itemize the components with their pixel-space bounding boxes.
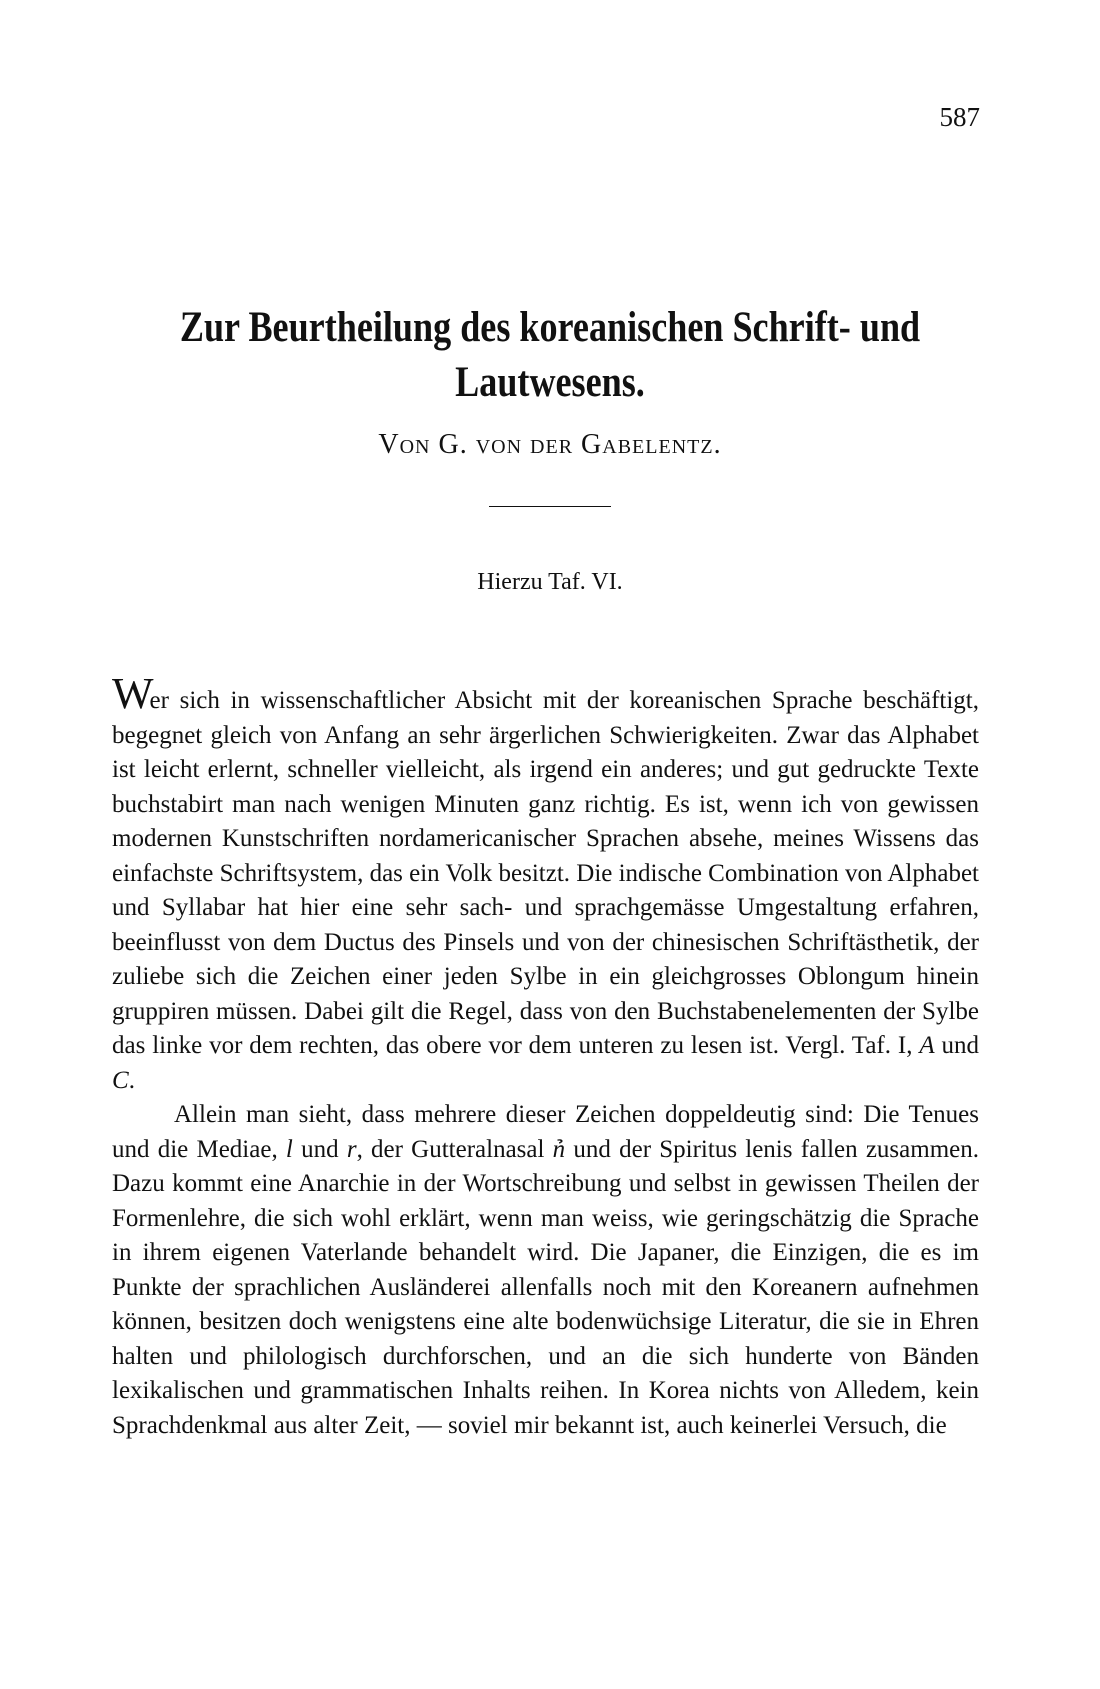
paragraph-1-conjunction: und xyxy=(934,1032,980,1059)
paragraph-2-part-2: , der Gutteralnasal xyxy=(356,1135,553,1163)
paragraph-2-conjunction: und xyxy=(292,1135,347,1163)
paragraph-1-end: . xyxy=(128,1066,135,1094)
drop-cap: W xyxy=(112,669,150,718)
letter-r: r xyxy=(346,1135,357,1163)
article-body xyxy=(112,669,980,1443)
article-title: Zur Beurtheilung des koreanischen Schrift- und Lautwesens. xyxy=(179,304,921,406)
article-author: Von G. von der Gabelentz. xyxy=(378,429,722,460)
plate-ref-c: C xyxy=(112,1066,129,1094)
section-divider xyxy=(489,506,611,507)
paragraph-2-part-1: Allein man sieht, dass mehrere dieser Zeichen doppeldeutig sind: Die Tenues und die Mediae, xyxy=(112,1101,979,1163)
plate-ref-a: A xyxy=(919,1032,935,1059)
paragraph-1-text: er sich in wissenschaftlicher Absicht mit der koreanischen Sprache beschäftigt, begegnet gleich von Anfang an sehr ärgerlichen Schwierigkeiten. Zwar das Alphabet ist leicht erlernt, schneller vielleicht, als irgend ein anderes; und gut gedruckte Texte buchstabirt man nach wenigen Minuten ganz richtig. Es ist, wenn ich von gewissen modernen Kunstschriften nordamericanischer Sprachen absehe, meines Wissens das einfachste Schriftsystem, das ein Volk besitzt. Die indische Combination von Alphabet und Syllabar hat hier eine sehr sach- und sprachgemässe Umgestaltung erfahren, beeinflusst von dem Ductus des Pinsels und von der chinesischen Schriftästhetik, der zuliebe sich die Zeichen einer jeden Sylbe in ein gleichgrosses Oblongum hinein gruppiren müssen. Dabei gilt die Regel, dass von den Buchstabenelementen der Sylbe das linke vor dem rechten, das obere vor dem unteren zu lesen ist. Vergl. Taf. I, xyxy=(112,687,979,1059)
paragraph-2 xyxy=(112,1098,979,1443)
plate-reference: Hierzu Taf. VI. xyxy=(477,569,623,595)
page-number: 587 xyxy=(939,102,980,132)
paragraph-1 xyxy=(112,669,980,1098)
letter-l: l xyxy=(285,1135,293,1163)
paragraph-2-part-3: und der Spiritus lenis fallen zusammen. Dazu kommt eine Anarchie in der Wortschreibung und selbst in gewissen Theilen der Formenlehre, die sich wohl erklärt, wenn man weiss, wie geringschätzig die Sprache in ihrem eigenen Vaterlande behandelt wird. Die Japaner, die Einzigen, die es im Punkte der sprachlichen Ausländerei allenfalls noch mit den Koreanern aufnehmen können, besitzen doch wenigstens eine alte bodenwüchsige Literatur, die sie in Ehren halten und philologisch durchforschen, und an die sich hunderte von Bänden lexikalischen und grammatischen Inhalts reihen. In Korea nichts von Alledem, kein Sprachdenkmal aus alter Zeit, — soviel mir bekannt ist, auch keinerlei Versuch, die xyxy=(112,1135,979,1439)
letter-ng: n̉ xyxy=(552,1135,566,1163)
